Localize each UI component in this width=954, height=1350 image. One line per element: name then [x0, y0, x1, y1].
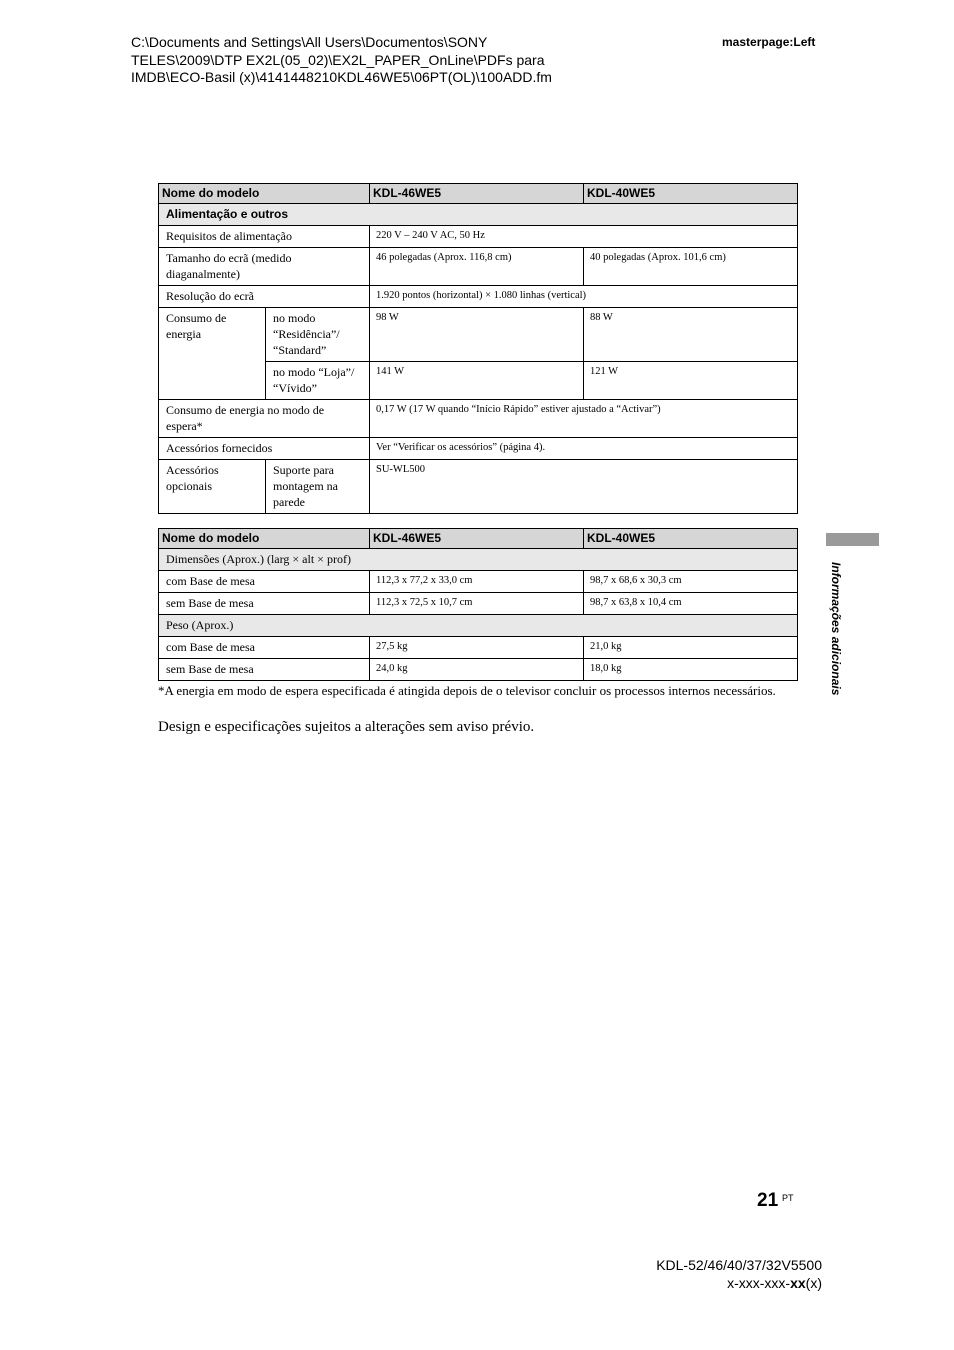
table-row: [159, 248, 798, 286]
page-number: 21: [757, 1190, 779, 1211]
row-value-b: 98,7 x 68,6 x 30,3 cm: [584, 571, 798, 593]
row-value: 0,17 W (17 W quando “Início Rápido” estiver ajustado a “Activar”): [370, 400, 798, 438]
row-value-a: 112,3 x 77,2 x 33,0 cm: [370, 571, 584, 593]
row-label: Acessórios opcionais: [159, 460, 266, 514]
specs-table-dimensions: [158, 528, 798, 681]
table-row: [159, 286, 798, 308]
row-label: sem Base de mesa: [159, 593, 370, 615]
row-label: Acessórios fornecidos: [159, 438, 370, 460]
table-row: [159, 308, 798, 362]
footer-code-line: [656, 1274, 822, 1292]
header-model-b: KDL-40WE5: [584, 184, 798, 204]
row-value-b: 98,7 x 63,8 x 10,4 cm: [584, 593, 798, 615]
section-power: Alimentação e outros: [159, 204, 798, 226]
row-sublabel: no modo “Residência”/ “Standard”: [266, 308, 370, 362]
row-value: 1.920 pontos (horizontal) × 1.080 linhas (vertical): [370, 286, 798, 308]
file-path-line: IMDB\ECO-Basil (x)\4141448210KDL46WE5\06PT(OL)\100ADD.fm: [131, 69, 552, 85]
table-header-row: [159, 184, 798, 204]
row-value: Ver “Verificar os acessórios” (página 4).: [370, 438, 798, 460]
row-label: com Base de mesa: [159, 637, 370, 659]
header-model-a: KDL-46WE5: [370, 529, 584, 549]
row-label: Resolução do ecrã: [159, 286, 370, 308]
footer-model-info: [656, 1256, 822, 1292]
row-sublabel: Suporte para montagem na parede: [266, 460, 370, 514]
row-label: Consumo de energia no modo de espera*: [159, 400, 370, 438]
row-value-b: 40 polegadas (Aprox. 101,6 cm): [584, 248, 798, 286]
section-row: [159, 204, 798, 226]
row-value-a: 141 W: [370, 362, 584, 400]
header-model-b: KDL-40WE5: [584, 529, 798, 549]
row-value-a: 46 polegadas (Aprox. 116,8 cm): [370, 248, 584, 286]
row-value-a: 27,5 kg: [370, 637, 584, 659]
row-value-b: 21,0 kg: [584, 637, 798, 659]
footer-model-line: KDL-52/46/40/37/32V5500: [656, 1257, 822, 1273]
table-row: [159, 226, 798, 248]
file-path-line: TELES\2009\DTP EX2L(05_02)\EX2L_PAPER_OnLine\PDFs para: [131, 51, 545, 68]
file-path-line: C:\Documents and Settings\All Users\Documentos\SONY: [131, 34, 488, 50]
row-label: Consumo de energia: [159, 308, 266, 400]
header-model-a: KDL-46WE5: [370, 184, 584, 204]
footer-code-bold: xx: [790, 1275, 806, 1291]
masterpage-label: masterpage:Left: [722, 35, 816, 49]
standby-footnote: *A energia em modo de espera especificada é atingida depois de o televisor concluir os processos internos necessários.: [158, 683, 776, 698]
table-row: [159, 637, 798, 659]
specs-disclaimer: Design e especificações sujeitos a alterações sem aviso prévio.: [158, 719, 535, 735]
row-sublabel: no modo “Loja”/ “Vívido”: [266, 362, 370, 400]
row-value: 220 V – 240 V AC, 50 Hz: [370, 226, 798, 248]
table-header-row: [159, 529, 798, 549]
table-row: [159, 593, 798, 615]
row-value: SU-WL500: [370, 460, 798, 514]
row-value-a: 112,3 x 72,5 x 10,7 cm: [370, 593, 584, 615]
row-value-a: 24,0 kg: [370, 659, 584, 681]
section-row: [159, 615, 798, 637]
section-row: [159, 549, 798, 571]
section-tab-label: Informações adicionais: [829, 562, 843, 696]
row-label: Requisitos de alimentação: [159, 226, 370, 248]
table-row: [159, 460, 798, 514]
section-weight: Peso (Aprox.): [159, 615, 798, 637]
row-value-b: 18,0 kg: [584, 659, 798, 681]
section-dimensions: Dimensões (Aprox.) (larg × alt × prof): [159, 549, 798, 571]
page-language: PT: [782, 1193, 794, 1203]
footer-code-prefix: x-xxx-xxx-: [727, 1275, 791, 1291]
section-tab-marker: [826, 533, 879, 546]
table-row: [159, 438, 798, 460]
row-value-a: 98 W: [370, 308, 584, 362]
table-row: [159, 659, 798, 681]
header-model-name: Nome do modelo: [159, 529, 370, 549]
row-label: Tamanho do ecrã (medido diaganalmente): [159, 248, 370, 286]
row-value-b: 121 W: [584, 362, 798, 400]
row-value-b: 88 W: [584, 308, 798, 362]
table-row: [159, 571, 798, 593]
row-label: sem Base de mesa: [159, 659, 370, 681]
row-label: com Base de mesa: [159, 571, 370, 593]
specs-table-power: [158, 183, 798, 514]
file-path-header: [131, 34, 651, 87]
header-model-name: Nome do modelo: [159, 184, 370, 204]
table-row: [159, 400, 798, 438]
footer-code-suffix: (x): [805, 1275, 822, 1291]
